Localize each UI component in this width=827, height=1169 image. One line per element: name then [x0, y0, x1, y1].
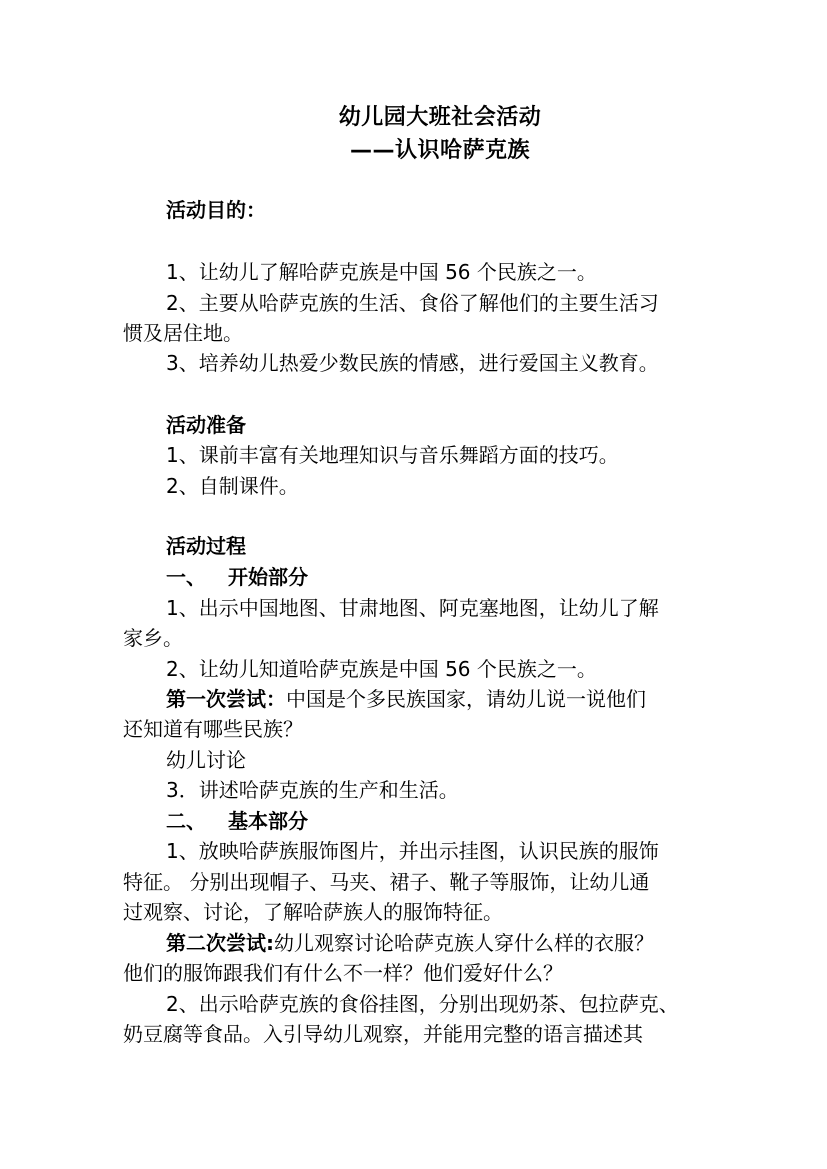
try1-cont: 还知道有哪些民族？ [123, 717, 303, 741]
try1-text: 中国是个多民族国家，请幼儿说一说他们 [286, 687, 646, 711]
part2-item-1-cont-a: 特征。 分别出现帽子、马夹、裙子、靴子等服饰，让幼儿通 [123, 870, 650, 894]
prep-item-1: 1、课前丰富有关地理知识与音乐舞蹈方面的技巧。 [166, 443, 619, 467]
try1-paragraph [166, 684, 711, 714]
part2-title: 基本部分 [228, 809, 308, 833]
document-title: 幼儿园大班社会活动 [338, 105, 542, 130]
goal-item-2: 2、主要从哈萨克族的生活、食俗了解他们的主要生活习 [166, 291, 659, 315]
part1-number: 一、 [166, 565, 206, 589]
part1-title: 开始部分 [228, 565, 308, 589]
try1-label: 第一次尝试： [166, 687, 286, 711]
part2-number: 二、 [166, 809, 206, 833]
prep-heading: 活动准备 [166, 413, 246, 437]
goal-item-2-cont: 惯及居住地。 [123, 321, 243, 345]
process-heading: 活动过程 [166, 534, 246, 558]
part2-item-1: 1、放映哈萨族服饰图片，并出示挂图，认识民族的服饰 [166, 839, 659, 863]
part2-heading [166, 806, 711, 836]
part2-item-2: 2、出示哈萨克族的食俗挂图，分别出现奶茶、包拉萨克、 [166, 992, 679, 1016]
part1-heading [166, 562, 711, 592]
discussion-line: 幼儿讨论 [166, 748, 246, 772]
part1-item-2: 2、让幼儿知道哈萨克族是中国 56 个民族之一。 [166, 657, 597, 681]
goal-item-1: 1、让幼儿了解哈萨克族是中国 56 个民族之一。 [166, 260, 597, 284]
part1-item-3: 3．讲述哈萨克族的生产和生活。 [166, 778, 459, 802]
try2-paragraph [166, 928, 711, 958]
part2-item-1-cont-b: 过观察、讨论，了解哈萨族人的服饰特征。 [123, 900, 503, 924]
part2-item-2-cont: 奶豆腐等食品。入引导幼儿观察，并能用完整的语言描述其 [123, 1022, 643, 1046]
part1-item-1: 1、出示中国地图、甘肃地图、阿克塞地图，让幼儿了解 [166, 596, 659, 620]
goals-heading: 活动目的： [166, 198, 266, 222]
document-subtitle: ——认识哈萨克族 [349, 138, 530, 163]
try2-label: 第二次尝试: [166, 931, 274, 955]
prep-item-2: 2、自制课件。 [166, 474, 299, 498]
try2-text: 幼儿观察讨论哈萨克族人穿什么样的衣服？ [274, 931, 654, 955]
goal-item-3: 3、培养幼儿热爱少数民族的情感，进行爱国主义教育。 [166, 351, 659, 375]
part1-item-1-cont: 家乡。 [123, 626, 183, 650]
try2-cont: 他们的服饰跟我们有什么不一样？他们爱好什么？ [123, 961, 563, 985]
